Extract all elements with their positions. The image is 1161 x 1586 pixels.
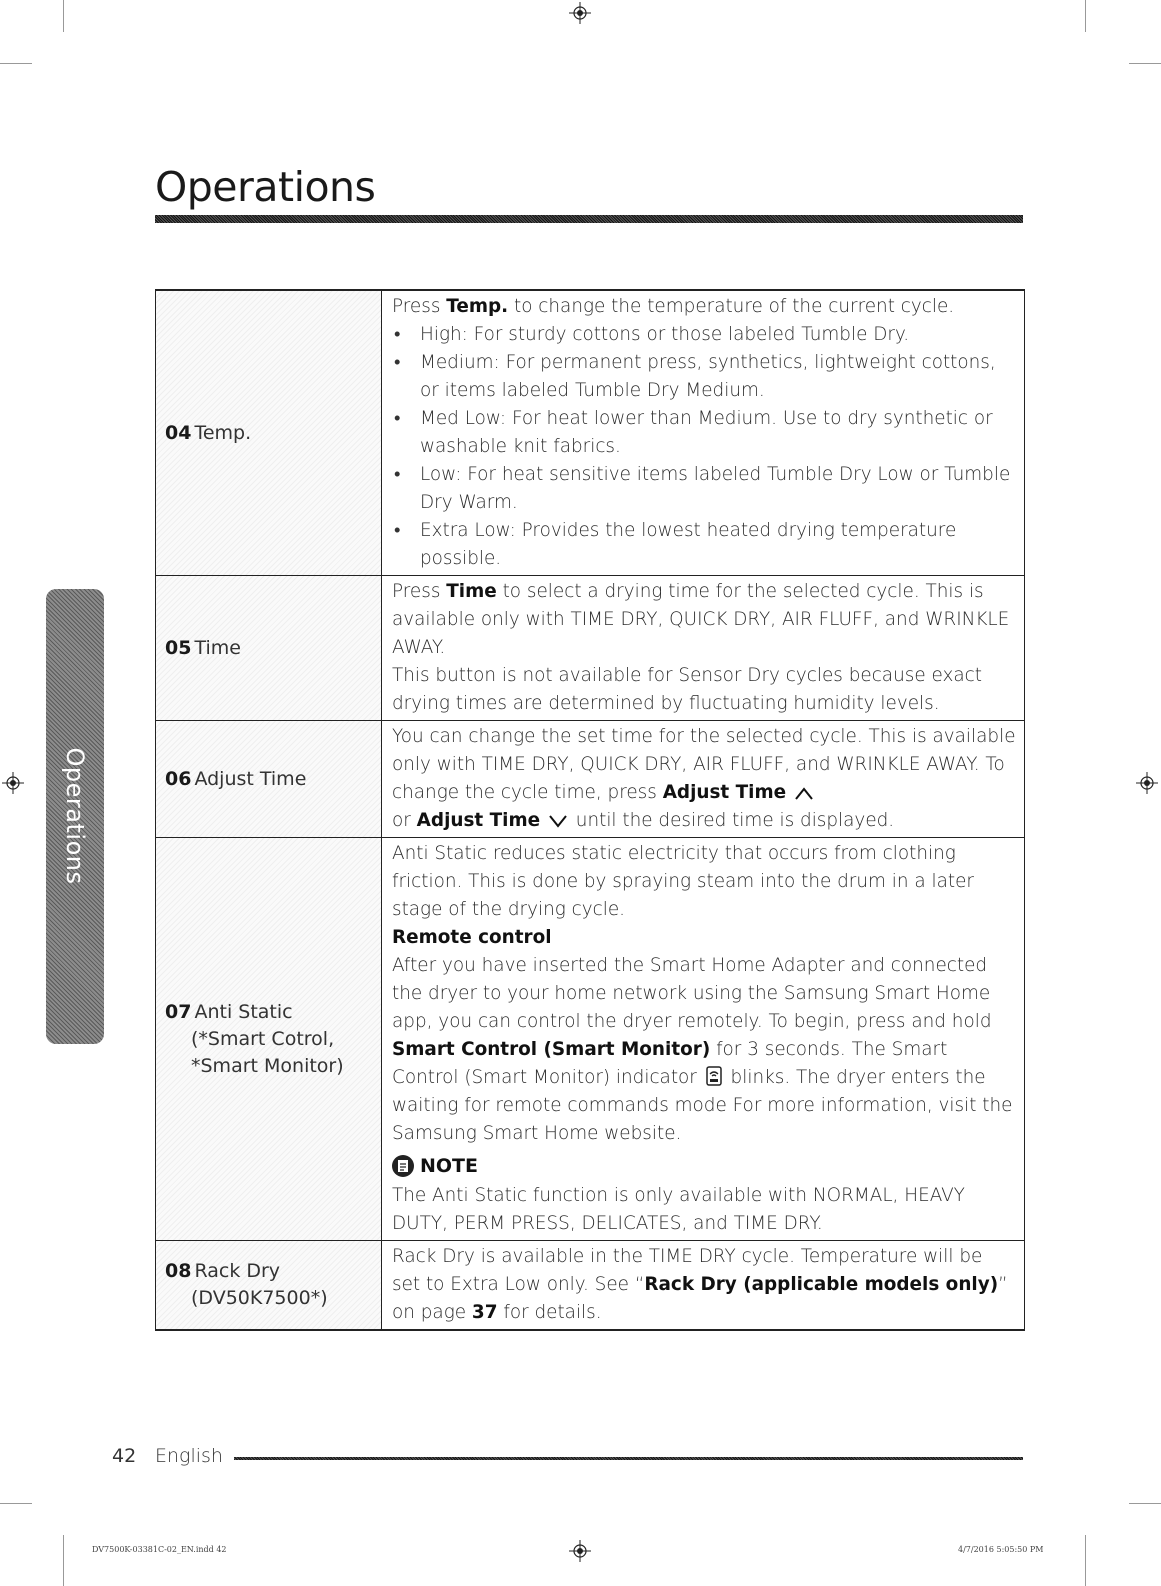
row-description: You can change the set time for the selected cycle. This is available only with TIME DRY, QUICK DRY, AIR FLUFF, and WRINKLE AWAY. To change the cycle time, press Adjust Time or Adjust Time until the desired time is displayed. [392, 726, 1016, 831]
registration-mark-icon [569, 1540, 591, 1562]
time-button-label: Time [446, 581, 497, 602]
row-number: 05 [165, 636, 192, 659]
list-item: • Extra Low: Provides the lowest heated drying temperature possible. [392, 517, 1016, 573]
page-reference: 37 [471, 1302, 498, 1323]
registration-mark-icon [2, 772, 24, 794]
row-number: 08 [165, 1260, 192, 1282]
smart-control-label: Smart Control (Smart Monitor) [392, 1039, 711, 1060]
paragraph: This button is not available for Sensor Dry cycles because exact drying times are determined by fluctuating humidity levels. [392, 665, 982, 714]
paragraph: Anti Static reduces static electricity that occurs from clothing friction. This is done by spraying steam into the drum in a later stage of the drying cycle. [392, 843, 974, 920]
side-tab-label: Operations [61, 747, 89, 885]
list-item: • Medium: For permanent press, synthetics, lightweight cottons, or items labeled Tumble Dry Medium. [392, 349, 1016, 405]
page-language: English [155, 1445, 223, 1467]
row-description: Press Temp. to change the temperature of the current cycle. • High: For sturdy cottons or those labeled Tumble Dry. • Medium: For permanent press, synthetics, lightweight cottons, or items labeled Tumble Dry Medium. • Med Low: For heat lower than Medium. Use to dry synthetic or washable knit fabrics. • Low: For heat sensitive items labeled Tumble Dry Low or Tumble Dry Warm. • Extra Low: Provides the lowest heated drying temperature possible. [382, 291, 1024, 575]
crop-mark-bottom-right [1085, 1535, 1086, 1586]
row-name: Anti Static [194, 1000, 293, 1023]
row-number: 06 [165, 767, 192, 790]
section-heading: Remote control [392, 927, 552, 948]
list-item: • Med Low: For heat lower than Medium. Use to dry synthetic or washable knit fabrics. [392, 405, 1016, 461]
row-key [156, 291, 382, 575]
note-icon [392, 1155, 414, 1177]
registration-mark-icon [1136, 772, 1158, 794]
row-number: 07 [165, 1000, 192, 1023]
title-rule [155, 215, 1023, 223]
operations-table [155, 289, 1025, 1331]
table-row [156, 721, 1024, 838]
chevron-down-icon [548, 813, 568, 829]
row-name: Time [194, 636, 241, 659]
row-number: 04 [165, 421, 192, 444]
note-heading [392, 1152, 1016, 1180]
registration-mark-icon [569, 2, 591, 24]
adjust-time-label: Adjust Time [416, 810, 541, 831]
crop-mark-top-left [63, 0, 64, 32]
temp-options-list [392, 321, 1016, 573]
row-key [156, 838, 382, 1240]
row-subtitle: (DV50K7500*) [191, 1287, 328, 1309]
adjust-time-label: Adjust Time [662, 782, 787, 803]
row-key [156, 721, 382, 837]
rack-dry-reference: Rack Dry (applicable models only) [644, 1274, 999, 1295]
crop-mark-right-top [1129, 63, 1161, 64]
side-tab [46, 589, 104, 1044]
crop-mark-left-bottom [0, 1503, 32, 1504]
row-subtitle: (*Smart Cotrol, [191, 1027, 335, 1050]
list-item: • Low: For heat sensitive items labeled Tumble Dry Low or Tumble Dry Warm. [392, 461, 1016, 517]
page-title: Operations [155, 163, 376, 211]
note-label: NOTE [420, 1155, 478, 1177]
crop-mark-bottom-left [63, 1535, 64, 1586]
crop-mark-left-top [0, 63, 32, 64]
table-row [156, 1241, 1024, 1329]
row-description: Rack Dry is available in the TIME DRY cycle. Temperature will be set to Extra Low only. See “Rack Dry (applicable models only)” on page 37 for details. [392, 1246, 1008, 1323]
list-item: • High: For sturdy cottons or those labeled Tumble Dry. [392, 321, 1016, 349]
row-key [156, 1241, 382, 1329]
row-name: Rack Dry [194, 1260, 281, 1282]
smart-control-indicator-icon [705, 1066, 723, 1086]
slug-date: 4/7/2016 5:05:50 PM [958, 1545, 1044, 1554]
footer-rule [234, 1457, 1023, 1460]
row-description: Press Time to select a drying time for the selected cycle. This is available only with TIME DRY, QUICK DRY, AIR FLUFF, and WRINKLE AWAY. This button is not available for Sensor Dry cycles because exact drying times are determined by fluctuating humidity levels. [382, 576, 1024, 720]
row-subtitle: *Smart Monitor) [191, 1054, 344, 1077]
temp-button-label: Temp. [446, 296, 509, 317]
row-name: Adjust Time [194, 767, 307, 790]
row-description: Anti Static reduces static electricity that occurs from clothing friction. This is done by spraying steam into the drum in a later stage of the drying cycle. Remote control After you have inserted the Smart Home Adapter and connected the dryer to your home network using the Samsung Smart Home app, you can control the dryer remotely. To begin, press and hold Smart Control (Smart Monitor) for 3 seconds. The Smart Control (Smart Monitor) indicator blinks. The dryer enters the waiting for remote commands mode For more information, visit the Samsung Smart Home website. NOTE The Anti Static function is only available with NORMAL, HEAVY DUTY, PERM PRESS, DELICATES, and TIME DRY. [382, 838, 1024, 1240]
crop-mark-right-bottom [1129, 1503, 1161, 1504]
page-number: 42 [112, 1445, 137, 1467]
crop-mark-top-right [1085, 0, 1086, 32]
table-row [156, 291, 1024, 576]
chevron-up-icon [794, 785, 814, 801]
table-row [156, 576, 1024, 721]
row-key [156, 576, 382, 720]
table-row [156, 838, 1024, 1241]
slug-file: DV7500K-03381C-02_EN.indd 42 [92, 1545, 227, 1554]
note-text: The Anti Static function is only available with NORMAL, HEAVY DUTY, PERM PRESS, DELICATES, and TIME DRY. [392, 1185, 965, 1234]
row-name: Temp. [194, 421, 252, 444]
